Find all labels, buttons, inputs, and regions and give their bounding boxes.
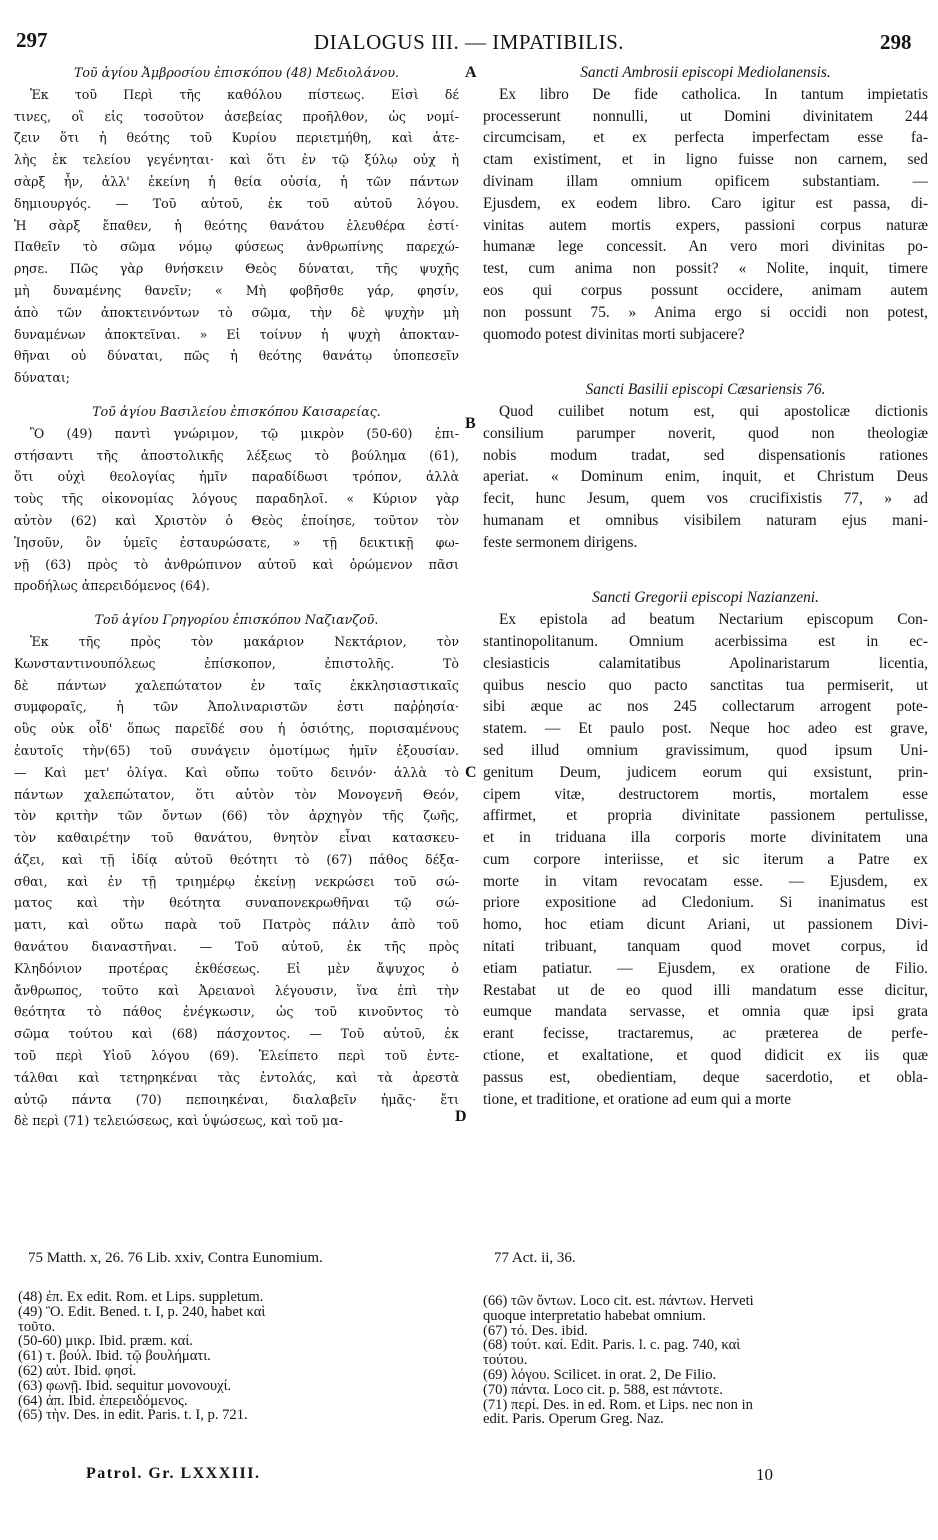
footnote: (67) τό. Des. ibid. <box>483 1323 588 1339</box>
footnote: (71) περί. Des. in ed. Rom. et Lips. nec non in <box>483 1397 753 1413</box>
text-line: tione, et traditione, et oratione ad eum qui a morte <box>483 1090 792 1108</box>
footnote: edit. Paris. Operum Greg. Naz. <box>483 1412 664 1428</box>
text-line: οὓς οὐκ οἶδ' ὅπως παρεῖδέ σου ἡ ὁσιότης, πορισαμένους <box>14 721 459 737</box>
text-line: Κληδόνιον προτέρας ἐκθέσεως. Εἰ μὲν ἄψυχος ὁ <box>14 960 459 976</box>
text-line: ἄνθρωπος, τοῦτο καὶ Ἀρειανοὶ λέγουσιν, ἵνα ἐπὶ τὴν <box>14 982 459 998</box>
left-page-number: 297 <box>16 28 48 52</box>
text-line: δημιουργός. — Τοῦ αὐτοῦ, ἐκ τοῦ αὐτοῦ λόγου. <box>14 195 459 211</box>
footnote: (50-60) μικρ. Ibid. præm. καί. <box>18 1334 193 1350</box>
text-line: συμφοραῖς, ἡ τῶν Ἀπολιναριστῶν ἐστι παῤῥησία· <box>14 699 459 715</box>
running-title: DIALOGUS III. — IMPATIBILIS. <box>313 30 625 54</box>
text-line: fecit, hunc Jesum, quem vos crucifixistis 77, » ad <box>483 490 928 508</box>
text-line: processerunt nonnulli, ut Domini divinitatem 244 <box>483 107 928 125</box>
text-line: nitati tribuant, tanquam quod movet corpus, id <box>483 938 928 956</box>
text-line: νῇ (63) πρὸς τὸ ἀνθρώπινον αὐτοῦ καὶ ὁρώμενον πᾶσι <box>14 556 459 572</box>
text-line: προδήλως ἀπερειδόμενος (64). <box>14 578 210 594</box>
footnote: (68) τούτ. καί. Edit. Paris. l. c. pag. 740, καὶ <box>483 1338 741 1354</box>
text-line: ctione, et exaltatione, et quod didicit ex iis quæ <box>483 1047 928 1065</box>
text-line: τινες, οἳ εἰς τοσοῦτον ἀσεβείας προῆλθον, ὡς νομί- <box>14 108 459 124</box>
section-heading: Τοῦ ἁγίου Ἀμβροσίου ἐπισκόπου (48) Μεδιολάνου. <box>73 65 400 80</box>
text-line: statem. — Et paulo post. Neque hoc adeo est grave, <box>483 720 928 738</box>
text-line: cipem vitæ, destructorem mortis, mortalem esse <box>483 785 928 803</box>
text-line: sibi æque ac nos 245 collectarum arrogent pote- <box>483 698 928 716</box>
text-line: cum corpore interiisse, et sic iterum a Patre ex <box>483 850 928 868</box>
text-line: τοῦ περὶ Υἱοῦ λόγου (69). Ἐλείπετο περὶ τοῦ ἐντε- <box>14 1048 459 1064</box>
footnote: (65) τὴν. Des. in edit. Paris. t. I, p. 721. <box>18 1408 248 1424</box>
text-line: Ex epistola ad beatum Nectarium episcopum Con- <box>499 611 928 629</box>
text-line: Παθεῖν τὸ σῶμα νόμῳ φύσεως ἀνθρωπίνης παρεχώ- <box>14 239 459 255</box>
section-heading: Sancti Ambrosii episcopi Mediolanensis. <box>580 64 831 81</box>
text-line: ρησε. Πῶς γὰρ θνήσκειν Θεὸς δύναται, τῆς ψυχῆς <box>14 261 459 277</box>
text-line: δὲ πάντων χαλεπώτατον ἐν ταῖς ἐκκλησιαστικαῖς <box>14 677 459 693</box>
text-line: homo, hoc etiam dicunt Ariani, ut passionem Divi- <box>483 916 928 934</box>
spacer <box>483 554 928 576</box>
text-line: genitum Deum, judicem eorum qui exsistunt, prin- <box>483 763 928 781</box>
text-line: Ἐκ τοῦ Περὶ τῆς καθόλου πίστεως. Εἰσὶ δέ <box>30 86 459 102</box>
text-line: stantinopolitanum. Omnium acerbissima est in ec- <box>483 632 928 650</box>
margin-letter-c: C <box>465 764 477 781</box>
text-line: affirmet, et propria divinitate passionem pertulisse, <box>483 807 928 825</box>
text-line: passus est, obedientiam, deque sacerdotio, et obla- <box>483 1068 928 1086</box>
text-line: non possunt 75. » Anima ergo si occidi non potest, <box>483 303 928 321</box>
text-line: Quod cuilibet notum est, qui apostolicæ dictionis <box>499 402 928 420</box>
footnote: τοῦτο. <box>18 1319 56 1335</box>
text-line: Κωνσταντινουπόλεως ἐπίσκοπον, ἐπιστολῆς. Τὸ <box>14 655 459 671</box>
text-line: σθαι, καὶ ἐν τῇ τριημέρῳ ἐκείνῃ νεκρώσει τοῦ σώ- <box>14 873 459 889</box>
text-line: λὴς ἐκ τελείου γεγένηται· καὶ ὅτι ἐν τῷ ξύλῳ οὐχ ἡ <box>14 152 459 168</box>
text-line: test, cum anima non possit? « Nolite, inquit, timere <box>483 260 928 278</box>
text-line: erant fecisse, tractaremus, ac præterea de perfe- <box>483 1025 928 1043</box>
text-line: σὰρξ ἦν, ἀλλ' ἐκείνη ἡ θεία οὐσία, ἡ τῶν πάντων <box>14 173 459 189</box>
text-line: morte in vitam revocatam esse. — Ejusdem, ex <box>483 872 928 890</box>
text-line: Ἡ σὰρξ ἔπαθεν, ἡ θεότης θανάτου ἐλευθέρα ἐστί· <box>14 217 459 233</box>
text-line: eos qui corpus possunt occidere, animam autem <box>483 281 928 299</box>
spacer <box>14 389 459 401</box>
text-line: ματος καὶ τὴν θεότητα συναπονεκρωθῆναι τῷ σώ- <box>14 895 459 911</box>
text-line: priore expositione ad Cledonium. Si inanimatus est <box>483 894 928 912</box>
text-line: στήσαντι τῆς ἀποστολικῆς λέξεως τὸ βούλημα (61), <box>14 447 459 463</box>
text-line: Ἰησοῦν, ὃν ὑμεῖς ἐσταυρώσατε, » τῇ δεικτικῇ φω- <box>14 534 459 550</box>
spacer <box>483 575 928 587</box>
text-line: δύναται; <box>14 370 71 386</box>
footnote: τούτου. <box>483 1353 528 1368</box>
text-line: τὸν κριτὴν τῶν ὄντων (66) τὸν ἀρχηγὸν τῆς ζωῆς, <box>14 808 459 824</box>
text-line: άζει, καὶ τῇ ἰδίᾳ αὐτοῦ θεότητι τὸ (67) πάθος δέξα- <box>14 851 459 867</box>
text-line: quibus nescio quo pacto sanctitas tua permiserit, ut <box>483 676 928 694</box>
text-line: consilium parumper noverit, quod non theologiæ <box>483 424 928 442</box>
greek-column <box>14 62 459 1132</box>
section-heading: Sancti Gregorii episcopi Nazianzeni. <box>592 589 819 607</box>
signature-mark: 10 <box>756 1465 773 1484</box>
text-line: θανάτου διαναστῆναι. — Τοῦ αὐτοῦ, ἐκ τῆς πρὸς <box>14 939 459 955</box>
text-line: ζειν ὅτι ἡ θεότης τοῦ Κυρίου περιετμήθη, καὶ ἀτε- <box>14 130 459 146</box>
text-line: τάλθαι καὶ τετηρηκέναι τὰς ἐντολάς, καὶ τὰ ἀρεστὰ <box>14 1069 459 1085</box>
text-line: δὲ περὶ (71) τελειώσεως, καὶ ὑψώσεως, καὶ τοῦ μα- <box>14 1113 344 1129</box>
footnote: (66) τῶν ὄντων. Loco cit. est. πάντων. Herveti <box>483 1294 754 1309</box>
text-line: Ejusdem, ex eodem libro. Caro igitur est passa, di- <box>483 194 928 212</box>
text-line: αὐτῷ πάντα (70) πεποιηκέναι, διαλαβεῖν ἡμᾶς· ἔτι <box>14 1091 459 1107</box>
text-line: ματι, καὶ οὕτω παρὰ τοῦ Πατρὸς πάλιν ἀπὸ τοῦ <box>14 917 459 933</box>
footnote: (64) ἀπ. Ibid. ἐπερειδόμενος. <box>18 1393 188 1409</box>
text-line: nobis modum tradat, sed dispensationis rationes <box>483 446 928 464</box>
footnote: (49) Ὃ. Edit. Bened. t. I, p. 240, habet καὶ <box>18 1304 266 1320</box>
text-line: πάντων χαλεπώτατον, ὅτι αὐτὸν τὸν Μονογενῆ Θεόν, <box>14 786 459 802</box>
text-line: τὸν καθαιρέτην τοῦ θανάτου, θνητὸν εἶναι κατασκευ- <box>14 830 459 846</box>
text-line: αὐτὸν (62) καὶ Χριστὸν ὁ Θεὸς ἐποίησε, τοῦτον τὸν <box>14 512 459 528</box>
text-line: Ex libro De fide catholica. In tantum impietatis <box>499 85 928 103</box>
spacer <box>14 597 459 609</box>
footnote: (63) φωνῇ. Ibid. sequitur μονονουχί. <box>18 1378 232 1394</box>
text-line: eumque mandata servasse, et omnia quæ ipsi grata <box>483 1003 928 1021</box>
margin-letter-a: A <box>465 64 477 81</box>
text-line: σῶμα τούτου καὶ (68) πάσχοντος. — Τοῦ αὐτοῦ, ἐκ <box>14 1026 459 1042</box>
text-line: τοὺς τῆς οἰκονομίας λόγους παραδηλοῖ. « Κύριον γὰρ <box>14 491 459 507</box>
footnote: (70) πάντα. Loco cit. p. 588, est πάντοτε. <box>483 1382 723 1398</box>
spacer <box>483 345 928 367</box>
latin-column <box>483 62 928 1110</box>
text-line: ctam existiment, et in ligno fuisse non carnem, sed <box>483 151 928 169</box>
text-line: Restabat ut de eo quod illi mandatum esse dicitur, <box>483 981 928 999</box>
text-line: Ὃ (49) παντὶ γνώριμον, τῷ μικρὸν (50-60) ἐπι- <box>30 425 459 441</box>
footnotes-left <box>18 1290 458 1423</box>
text-line: — Καὶ μετ' ὀλίγα. Καὶ οὔπω τοῦτο δεινόν· ἀλλὰ τὸ <box>14 764 459 780</box>
footnote: (48) ἐπ. Ex edit. Rom. et Lips. suppletum. <box>18 1290 264 1305</box>
margin-letter-d: D <box>455 1108 467 1125</box>
text-line: humanam et omnibus visibilem naturam ejus mani- <box>483 511 928 529</box>
text-line: vinitas autem mortis expers, passioni corpus naturæ <box>483 216 928 234</box>
footnote: quoque interpretatio habebat omnium. <box>483 1308 706 1324</box>
text-line: feste sermonem dirigens. <box>483 533 638 551</box>
spacer <box>483 367 928 379</box>
text-line: δυναμένων ἀποκτεῖναι. » Εἰ τοίνυν ἡ ψυχὴ ἀποκταν- <box>14 326 459 342</box>
text-line: etiam patiatur. — Ejusdem, ex oratione de Filio. <box>483 959 928 977</box>
text-line: humanæ lege concessit. An vero mori divinitas po- <box>483 238 928 256</box>
right-page-number: 298 <box>880 30 912 54</box>
text-line: μὴ δυναμένης θανεῖν; « Μὴ φοβῆσθε γάρ, φησίν, <box>14 282 459 298</box>
text-line: et in triduana illa corporis morte divinitatem una <box>483 829 928 847</box>
footnotes-right <box>483 1294 928 1427</box>
text-line: quomodo potest divinitas morti subjacere? <box>483 325 745 343</box>
section-heading: Sancti Basilii episcopi Cæsariensis 76. <box>585 381 826 399</box>
text-line: θεότητα τὸ πάθος ἐνέγκωσιν, ὡς τοῦ κινοῦντος τὸ <box>14 1004 459 1020</box>
text-line: θῆναι οὐ δύναται, πῶς ἡ θεότης θανάτῳ ὑποπεσεῖν <box>14 348 459 364</box>
footnote: (69) λόγου. Scilicet. in orat. 2, De Filio. <box>483 1367 717 1383</box>
text-line: aperiat. « Dominum enim, inquit, et Christum Deus <box>483 468 928 486</box>
text-line: circumcisam, et ex perfecta imperfectam esse fa- <box>483 129 928 147</box>
footnote: (61) τ. βούλ. Ibid. τῷ βουλήματι. <box>18 1349 211 1364</box>
series-title: Patrol. Gr. LXXXIII. <box>86 1465 261 1482</box>
section-heading: Τοῦ ἁγίου Γρηγορίου ἐπισκόπου Ναζιανζοῦ. <box>94 612 379 628</box>
text-line: divinam illam omnium opificem substantiam. — <box>483 172 928 190</box>
footnote: (62) αὐτ. Ibid. φησί. <box>18 1363 137 1379</box>
text-line: sed illud omnium gravissimum, quod ipsum Uni- <box>483 741 928 759</box>
text-line: ἑαυτοῖς τὴν(65) τοῦ συνάγειν ὁμοτίμως ἡμῖν ἐξουσίαν. <box>14 742 459 758</box>
text-line: clesiasticis calamitatibus Apolinaristarum licentia, <box>483 654 928 672</box>
scripture-refs-right: 77 Act. ii, 36. <box>494 1250 576 1266</box>
text-line: ἀπὸ τῶν ἀποκτεινόντων τὸ σῶμα, τὴν δὲ ψυχὴν μὴ <box>14 304 459 320</box>
section-heading: Τοῦ ἁγίου Βασιλείου ἐπισκόπου Καισαρείας. <box>92 403 381 419</box>
text-line: ὅτι οὐχὶ θεολογίας ἡμῖν παραδίδωσι τρόπον, ἀλλὰ <box>14 469 459 485</box>
margin-letter-b: B <box>465 415 476 432</box>
text-line: Ἐκ τῆς πρὸς τὸν μακάριον Νεκτάριον, τὸν <box>30 633 459 649</box>
scripture-refs-left: 75 Matth. x, 26. 76 Lib. xxiv, Contra Eunomium. <box>28 1250 323 1266</box>
